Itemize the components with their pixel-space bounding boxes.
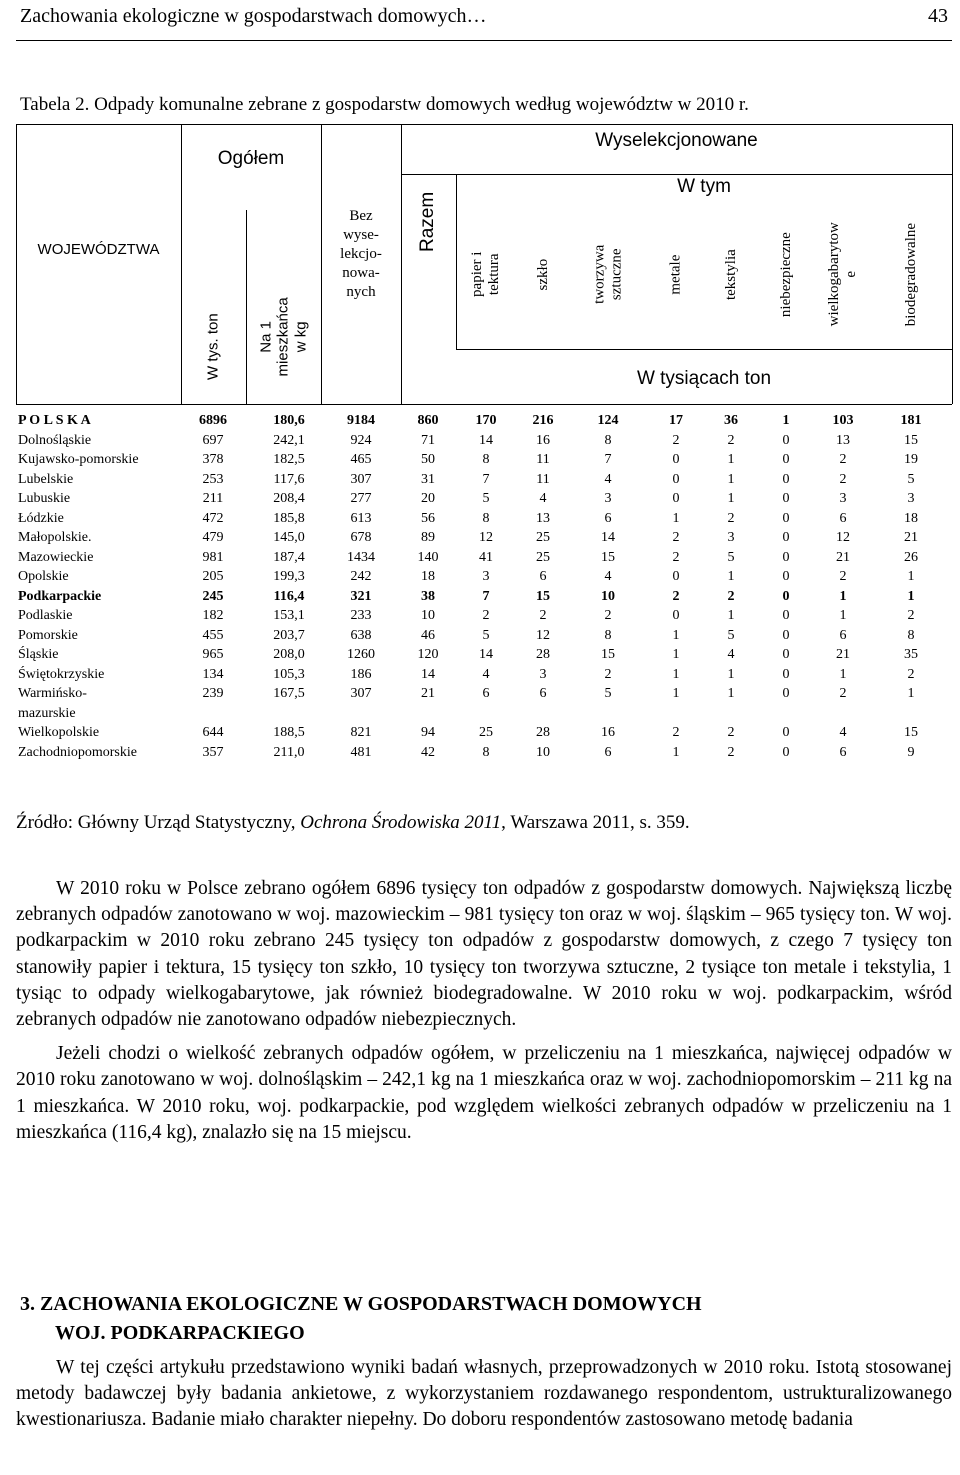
header-papier: papier i tektura: [468, 251, 502, 298]
cell-value: 1: [907, 588, 915, 604]
cell-value: 14: [421, 666, 435, 682]
cell-value: 2: [907, 608, 915, 623]
cell-value: 8: [907, 627, 915, 643]
cell-value: 25: [536, 549, 550, 565]
cell-value: 1: [907, 569, 915, 584]
cell-value: 1: [727, 686, 735, 701]
cell-value: 15: [904, 725, 918, 740]
cell-value: 10: [601, 588, 615, 604]
cell-value: 2: [727, 432, 735, 448]
row-label: Pomorskie: [18, 627, 78, 643]
row-label: Dolnośląskie: [18, 432, 92, 448]
cell-value: 199,3: [273, 569, 305, 584]
table-row: [16, 491, 952, 511]
table-row: [16, 589, 952, 609]
cell-value: 0: [782, 530, 790, 545]
cell-value: 245: [202, 588, 224, 604]
cell-value: 185,8: [273, 510, 305, 526]
cell-value: 12: [536, 627, 550, 643]
cell-value: 2: [604, 608, 612, 623]
cell-value: 7: [482, 588, 490, 604]
cell-value: 613: [350, 510, 372, 526]
cell-value: 2: [839, 452, 847, 467]
cell-value: 2: [839, 569, 847, 584]
cell-value: 46: [421, 627, 435, 643]
cell-value: 15: [536, 588, 550, 604]
source-suffix: , Warszawa 2011, s. 359.: [501, 812, 690, 833]
cell-value: 981: [202, 549, 224, 565]
row-label: Podlaskie: [18, 608, 73, 623]
header-szklo: szkło: [534, 258, 551, 291]
cell-value: 0: [672, 471, 680, 487]
cell-value: 5: [727, 627, 735, 643]
cell-value: 134: [202, 666, 224, 682]
cell-value: 2: [539, 608, 547, 623]
cell-value: 2: [727, 744, 735, 760]
page-number: 43: [928, 5, 948, 27]
cell-value: 205: [202, 569, 224, 584]
cell-value: 4: [839, 725, 847, 740]
table-source: [16, 812, 690, 834]
cell-value: 638: [350, 627, 372, 643]
running-header-title: Zachowania ekologiczne w gospodarstwach domowych…: [20, 5, 487, 27]
cell-value: 1260: [347, 647, 375, 662]
cell-value: 821: [350, 725, 372, 740]
cell-value: 0: [782, 744, 790, 760]
row-label: Świętokrzyskie: [18, 666, 105, 682]
table-row: [16, 608, 952, 628]
cell-value: 103: [832, 413, 854, 428]
header-na-1-mieszkanca: Na 1 mieszkańca w kg: [257, 297, 310, 377]
cell-value: 15: [601, 549, 615, 565]
table-row: [16, 628, 952, 648]
running-header: [16, 0, 952, 41]
cell-value: 15: [904, 432, 918, 448]
table-row: [16, 530, 952, 550]
cell-value: 188,5: [273, 725, 305, 740]
cell-value: 6: [539, 569, 547, 584]
cell-value: 1: [782, 413, 790, 428]
cell-value: 472: [202, 510, 224, 526]
paragraph: Jeżeli chodzi o wielkość zebranych odpadów ogółem, w przeliczeniu na 1 mieszkańca, najwięcej odpadów w 2010 roku zanotowano w woj. dolnośląskim – 242,1 kg na 1 mieszkańca oraz w woj. zachodniopomorskim – 211 kg na 1 mieszkańca. W 2010 roku, woj. podkarpackie, pod względem wielkości zebranych odpadów w przeliczeniu na 1 mieszkańca (116,4 kg), znalazło się na 15 miejscu.: [16, 1043, 952, 1143]
cell-value: 140: [417, 549, 439, 565]
cell-value: 1434: [347, 549, 375, 565]
cell-value: 12: [836, 530, 850, 545]
cell-value: 124: [597, 413, 619, 428]
section-heading: [20, 1290, 702, 1348]
cell-value: 14: [601, 530, 615, 545]
cell-value: 21: [836, 647, 850, 662]
cell-value: 208,4: [273, 491, 305, 506]
cell-value: 1: [727, 666, 735, 682]
cell-value: 455: [202, 627, 224, 643]
cell-value: 0: [782, 452, 790, 467]
cell-value: 0: [672, 608, 680, 623]
body-text: [16, 876, 952, 1146]
cell-value: 2: [672, 588, 680, 604]
cell-value: 242,1: [273, 432, 305, 448]
cell-value: 211,0: [273, 744, 305, 760]
cell-value: 19: [904, 452, 918, 467]
cell-value: 1: [907, 686, 915, 701]
cell-value: 25: [479, 725, 493, 740]
cell-value: 6896: [199, 413, 227, 428]
cell-value: 1: [727, 608, 735, 623]
cell-value: 1: [727, 491, 735, 506]
table-row: [16, 569, 952, 589]
cell-value: 1: [727, 471, 735, 487]
cell-value: 18: [421, 569, 435, 584]
cell-value: 50: [421, 452, 435, 467]
cell-value: 153,1: [273, 608, 305, 623]
cell-value: 465: [350, 452, 372, 467]
cell-value: 6: [604, 744, 612, 760]
table-row: [16, 647, 952, 667]
cell-value: 2: [604, 666, 612, 682]
cell-value: 5: [907, 471, 915, 487]
cell-value: 1: [672, 627, 680, 643]
header-wielkogabarytowe: wielkogabarytow e: [826, 222, 860, 327]
cell-value: 3: [727, 530, 735, 545]
cell-value: 0: [782, 569, 790, 584]
cell-value: 8: [482, 510, 490, 526]
cell-value: 8: [604, 432, 612, 448]
cell-value: 17: [669, 413, 683, 428]
cell-value: 678: [350, 530, 372, 545]
cell-value: 4: [604, 569, 612, 584]
cell-value: 16: [601, 725, 615, 740]
cell-value: 7: [482, 471, 490, 487]
cell-value: 242: [350, 569, 372, 584]
cell-value: 2: [672, 432, 680, 448]
cell-value: 6: [839, 744, 847, 760]
header-tworzywa: tworzywa sztuczne: [591, 244, 625, 305]
cell-value: 0: [782, 549, 790, 565]
header-w-tys-ton: W tys. ton: [204, 313, 222, 381]
cell-value: 1: [672, 510, 680, 526]
cell-value: 4: [482, 666, 490, 682]
cell-value: 8: [604, 627, 612, 643]
cell-value: 9: [907, 744, 915, 760]
cell-value: 0: [672, 491, 680, 506]
cell-value: 208,0: [273, 647, 305, 662]
cell-value: 182: [202, 608, 224, 623]
cell-value: 167,5: [273, 686, 305, 701]
row-label: Śląskie: [18, 647, 59, 662]
cell-value: 13: [836, 432, 850, 448]
cell-value: 4: [604, 471, 612, 487]
cell-value: 56: [421, 510, 435, 526]
row-label: Lubelskie: [18, 471, 74, 487]
cell-value: 117,6: [273, 471, 305, 487]
cell-value: 233: [350, 608, 372, 623]
cell-value: 4: [539, 491, 547, 506]
cell-value: 1: [672, 686, 680, 701]
cell-value: 0: [782, 588, 790, 604]
table-row: [16, 472, 952, 492]
cell-value: 5: [482, 627, 490, 643]
source-prefix: Źródło: Główny Urząd Statystyczny,: [16, 812, 301, 833]
cell-value: 15: [601, 647, 615, 662]
cell-value: 211: [202, 491, 224, 506]
cell-value: 9184: [347, 413, 375, 428]
cell-value: 21: [836, 549, 850, 565]
section-body-text: [16, 1355, 952, 1434]
cell-value: 3: [604, 491, 612, 506]
cell-value: 479: [202, 530, 224, 545]
cell-value: 182,5: [273, 452, 305, 467]
cell-value: 14: [479, 432, 493, 448]
cell-value: 28: [536, 647, 550, 662]
cell-value: 378: [202, 452, 224, 467]
cell-value: 0: [782, 725, 790, 740]
cell-value: 307: [350, 471, 372, 487]
cell-value: 0: [782, 491, 790, 506]
section-heading-line2: WOJ. PODKARPACKIEGO: [55, 1322, 305, 1344]
cell-value: 5: [604, 686, 612, 701]
cell-value: 187,4: [273, 549, 305, 565]
cell-value: 2: [907, 666, 915, 682]
cell-value: 6: [539, 686, 547, 701]
cell-value: 71: [421, 432, 435, 448]
cell-value: 1: [727, 569, 735, 584]
cell-value: 36: [724, 413, 738, 428]
cell-value: 253: [202, 471, 224, 487]
cell-value: 277: [350, 491, 372, 506]
cell-value: 3: [539, 666, 547, 682]
table-row: [16, 550, 952, 570]
cell-value: 2: [672, 530, 680, 545]
header-razem: Razem: [417, 191, 439, 252]
cell-value: 6: [604, 510, 612, 526]
cell-value: 307: [350, 686, 372, 701]
source-title: Ochrona Środowiska 2011: [300, 812, 502, 833]
table-row: [16, 452, 952, 472]
header-niebezpieczne: niebezpieczne: [777, 232, 794, 317]
table-row: [16, 433, 952, 453]
cell-value: 0: [782, 686, 790, 701]
table-row: [16, 413, 952, 433]
cell-value: 0: [672, 452, 680, 467]
cell-value: 13: [536, 510, 550, 526]
cell-value: 2: [727, 510, 735, 526]
cell-value: 180,6: [273, 413, 305, 428]
cell-value: 239: [202, 686, 224, 701]
cell-value: 1: [839, 666, 847, 682]
cell-value: 644: [202, 725, 224, 740]
cell-value: 203,7: [273, 627, 305, 643]
row-label: Mazowieckie: [18, 549, 94, 565]
cell-value: 105,3: [273, 666, 305, 682]
cell-value: 41: [479, 549, 493, 565]
table-row: [16, 725, 952, 745]
table-caption: Tabela 2. Odpady komunalne zebrane z gospodarstw domowych według województw w 2010 r.: [20, 94, 749, 115]
header-metale: metale: [667, 254, 684, 295]
cell-value: 0: [782, 510, 790, 526]
cell-value: 1: [839, 588, 847, 604]
cell-value: 18: [904, 510, 918, 526]
cell-value: 216: [532, 413, 554, 428]
cell-value: 31: [421, 471, 435, 487]
cell-value: 26: [904, 549, 918, 565]
cell-value: 2: [482, 608, 490, 623]
cell-value: 5: [727, 549, 735, 565]
cell-value: 1: [727, 452, 735, 467]
cell-value: 21: [904, 530, 918, 545]
cell-value: 2: [839, 471, 847, 487]
paragraph: W tej części artykułu przedstawiono wyniki badań własnych, przeprowadzonych w 2010 roku. Istotą stosowanej metody badawczej były badania ankietowe, z wykorzystaniem rozdawanego respondentom, ustrukturalizowanego kwestionariusza. Badanie miało charakter niepełny. Do doboru respondentów zastosowano metodę badania: [16, 1357, 952, 1431]
header-wyselekcjonowane: Wyselekcjonowane: [595, 130, 758, 151]
cell-value: 2: [672, 549, 680, 565]
cell-value: 6: [482, 686, 490, 701]
cell-value: 0: [782, 471, 790, 487]
row-label: Kujawsko-pomorskie: [18, 452, 139, 467]
cell-value: 3: [482, 569, 490, 584]
table-row: [16, 686, 952, 706]
cell-value: 11: [536, 452, 550, 467]
table-row: [16, 745, 952, 765]
cell-value: 25: [536, 530, 550, 545]
row-label: P O L S K A: [18, 413, 91, 428]
header-w-tysiacach-ton: W tysiącach ton: [636, 368, 772, 389]
row-label: mazurskie: [18, 705, 76, 721]
row-label: Łódzkie: [18, 510, 64, 526]
table-row: [16, 667, 952, 687]
cell-value: 0: [782, 666, 790, 682]
cell-value: 0: [782, 432, 790, 448]
header-ogolem: Ogółem: [217, 148, 285, 169]
row-label: Opolskie: [18, 569, 69, 584]
row-label: Zachodniopomorskie: [18, 744, 137, 760]
cell-value: 2: [672, 725, 680, 740]
cell-value: 0: [782, 627, 790, 643]
cell-value: 6: [839, 510, 847, 526]
header-w-tym: W tym: [677, 176, 731, 197]
cell-value: 7: [604, 452, 612, 467]
header-wojewodztwa: WOJEWÓDZTWA: [37, 240, 160, 258]
cell-value: 21: [421, 686, 435, 701]
table-row: [16, 511, 952, 531]
section-heading-line1: 3. ZACHOWANIA EKOLOGICZNE W GOSPODARSTWACH DOMOWYCH: [20, 1293, 702, 1315]
cell-value: 924: [350, 432, 372, 448]
cell-value: 2: [727, 588, 735, 604]
cell-value: 14: [479, 647, 493, 662]
cell-value: 1: [839, 608, 847, 623]
cell-value: 357: [202, 744, 224, 760]
cell-value: 1: [672, 744, 680, 760]
row-label: Podkarpackie: [18, 588, 102, 604]
cell-value: 2: [839, 686, 847, 701]
cell-value: 2: [727, 725, 735, 740]
cell-value: 1: [672, 647, 680, 662]
cell-value: 8: [482, 744, 490, 760]
cell-value: 145,0: [273, 530, 305, 545]
header-biodegradowalne: biodegradowalne: [902, 222, 919, 327]
cell-value: 481: [350, 744, 372, 760]
cell-value: 38: [421, 588, 435, 604]
cell-value: 89: [421, 530, 435, 545]
cell-value: 120: [417, 647, 439, 662]
cell-value: 186: [350, 666, 372, 682]
cell-value: 42: [421, 744, 435, 760]
cell-value: 3: [839, 491, 847, 506]
cell-value: 10: [421, 608, 435, 623]
cell-value: 4: [727, 647, 735, 662]
cell-value: 5: [482, 491, 490, 506]
cell-value: 697: [202, 432, 224, 448]
cell-value: 0: [782, 608, 790, 623]
cell-value: 94: [421, 725, 435, 740]
cell-value: 35: [904, 647, 918, 662]
cell-value: 10: [536, 744, 550, 760]
cell-value: 116,4: [273, 588, 305, 604]
header-bez-wyselekcjonowanych: Bez wyse-lekcjo-nowa-nych: [340, 207, 382, 300]
header-tekstylia: tekstylia: [722, 249, 739, 300]
cell-value: 181: [900, 413, 922, 428]
cell-value: 0: [782, 647, 790, 662]
paragraph: W 2010 roku w Polsce zebrano ogółem 6896 tysięcy ton odpadów z gospodarstw domowych. Największą liczbę zebranych odpadów zanotowano w woj. mazowieckim – 981 tysięcy ton oraz w woj. śląskim – 965 tysięcy ton. W woj. podkarpackim w 2010 roku zebrano 245 tysięcy ton odpadów z gospodarstw domowych, z czego 7 tysięcy ton stanowiły papier i tektura, 15 tysięcy ton szkło, 10 tysięcy ton tworzywa sztuczne, 2 tysiące ton metale i tekstylia, 1 tysiąc to odpady wielkogabarytowe, jak również biodegradowalne. W 2010 roku w woj. podkarpackim, wśród zebranych odpadów nie zanotowano odpadów niebezpiecznych.: [16, 878, 952, 1031]
table-row: [16, 706, 952, 726]
cell-value: 8: [482, 452, 490, 467]
cell-value: 965: [202, 647, 224, 662]
row-label: Lubuskie: [18, 491, 71, 506]
row-label: Wielkopolskie: [18, 725, 100, 740]
row-label: Małopolskie.: [18, 530, 92, 545]
row-label: Warmińsko-: [18, 686, 87, 701]
cell-value: 170: [475, 413, 497, 428]
cell-value: 3: [907, 491, 915, 506]
cell-value: 1: [672, 666, 680, 682]
cell-value: 6: [839, 627, 847, 643]
cell-value: 20: [421, 491, 435, 506]
cell-value: 28: [536, 725, 550, 740]
cell-value: 16: [536, 432, 550, 448]
cell-value: 0: [672, 569, 680, 584]
cell-value: 11: [536, 471, 550, 487]
cell-value: 860: [417, 413, 439, 428]
cell-value: 12: [479, 530, 493, 545]
cell-value: 321: [350, 588, 372, 604]
